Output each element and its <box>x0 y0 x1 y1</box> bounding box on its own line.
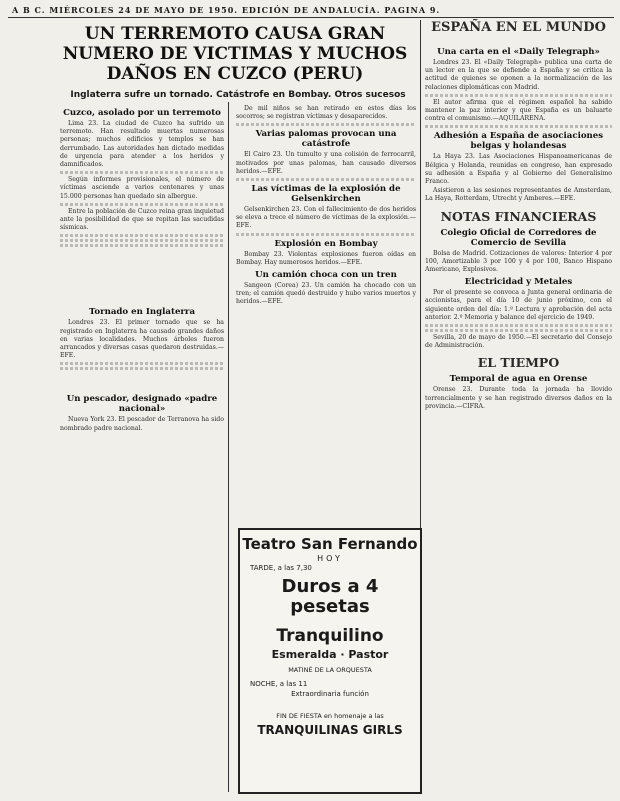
article-paragraph: El Cairo 23. Un tumulto y una colisión de ferrocarril, motivados por unas palomas, han causado diversos heridos.—EFE. <box>236 151 416 175</box>
illegible-text <box>60 367 224 370</box>
article-paragraph: Londres 23. El primer tornado que se ha registrado en Inglaterra ha causado grandes daños en varias localidades. Muchos árboles fueron arrancados y diversas casas quedaron destruidas.—EFE. <box>60 319 224 360</box>
article-paragraph: Nueva York 23. El pescador de Terranova ha sido nombrado padre nacional. <box>60 416 224 432</box>
ad-company: Esmeralda · Pastor <box>271 648 389 662</box>
article-paragraph: Sangeon (Corea) 23. Un camión ha chocado con un tren; el camión quedó destruido y hubo varios muertos y heridos.—EFE. <box>236 282 416 306</box>
article-paragraph: Sevilla, 20 de mayo de 1950.—El secretario del Consejo de Administración. <box>425 334 612 350</box>
illegible-text <box>60 171 224 174</box>
article-paragraph: Entre la población de Cuzco reina gran inquietud ante la posibilidad de que se repitan las sacudidas sísmicas. <box>60 207 224 232</box>
folio-rule <box>8 17 614 18</box>
section-heading: ESPAÑA EN EL MUNDO <box>431 20 606 35</box>
ad-title: Teatro San Fernando <box>242 535 418 553</box>
main-headline: UN TERREMOTO CAUSA GRAN NUMERO DE VICTIMAS Y MUCHOS DAÑOS EN CUZCO (PERU) <box>62 24 408 84</box>
ad-night-time: NOCHE, a las 11 <box>250 679 308 688</box>
section-heading: NOTAS FINANCIERAS <box>440 208 597 224</box>
article-paragraph: La Haya 23. Las Asociaciones Hispanoamericanas de Bélgica y Holanda, reunidas en congreso, han expresado su adhesión a España y al Gobierno del Generalísimo Franco. <box>425 153 612 186</box>
ad-afternoon-time: TARDE, a las 7,30 <box>250 564 312 573</box>
article-heading: Tornado en Inglaterra <box>88 307 196 318</box>
article-paragraph: Gelsenkirchen 23. Con el fallecimiento de dos heridos se eleva a trece el número de víctimas de la explosión.—EFE. <box>236 206 416 230</box>
article-heading: Electricidad y Metales <box>464 277 573 288</box>
illegible-text <box>236 123 416 126</box>
ad-price: Duros a 4 pesetas <box>281 575 379 617</box>
article-paragraph: Orense 23. Durante toda la jornada ha llovido torrencialmente y se han registrado diversos daños en la provincia.—CIFRA. <box>425 386 612 410</box>
article-heading: Varias palomas provocan una catástrofe <box>255 129 397 150</box>
article-heading: Las víctimas de la explosión de Gelsenkirchen <box>251 184 401 205</box>
article-heading: Temporal de agua en Orense <box>449 374 588 385</box>
article-paragraph: Lima 23. La ciudad de Cuzco ha sufrido un terremoto. Han resultado muertas numerosas personas; muchos edificios y templos se han derrumbado. Las autoridades han dictado medidas de urgencia para atender a los heridos y damnificados. <box>60 120 224 169</box>
page-folio: A B C. MIÉRCOLES 24 DE MAYO DE 1950. EDICIÓN DE ANDALUCÍA. PAGINA 9. <box>12 5 441 15</box>
illegible-text <box>236 233 416 236</box>
column-1 <box>60 105 224 434</box>
theatre-advertisement <box>238 528 422 794</box>
article-paragraph: El autor afirma que el régimen español ha sabido mantener la paz interior y que España es un baluarte contra el comunismo.—AQUILARENA. <box>425 98 612 123</box>
column-rule <box>228 102 229 792</box>
article-paragraph: De mil niños se han retirado en estos días los socorros; se registran víctimas y desaparecidos. <box>236 105 416 121</box>
article-heading: Colegio Oficial de Corredores de Comercio de Sevilla <box>440 227 597 248</box>
ad-finale: FIN DE FIESTA en homenaje a las <box>276 711 384 720</box>
illegible-text <box>60 234 224 237</box>
illegible-text <box>236 178 416 181</box>
article-heading: Un camión choca con un tren <box>255 270 397 281</box>
article-paragraph: Asistieron a las sesiones representantes de Amsterdam, La Haya, Rotterdam, Utrecht y Amberes.—EFE. <box>425 187 612 203</box>
ad-special-show: Extraordinaria función <box>291 690 369 699</box>
article-heading: Una carta en el «Daily Telegraph» <box>437 47 600 57</box>
article-heading: Explosión en Bombay <box>274 238 378 249</box>
section-heading: EL TIEMPO <box>477 355 560 371</box>
illegible-text <box>425 125 612 128</box>
ad-star: Tranquilino <box>276 625 384 646</box>
column-4 <box>425 20 612 412</box>
article-paragraph: Bombay 23. Violentas explosiones fueron oídas en Bombay. Hay numerosos heridos.—EFE. <box>236 250 416 266</box>
illegible-text <box>425 324 612 327</box>
article-heading: Un pescador, designado «padre nacional» <box>66 394 218 415</box>
illegible-text <box>60 244 224 247</box>
article-paragraph: Según informes provisionales, el número de víctimas asciende a varios centenares y unas 15.000 personas han quedado sin albergue. <box>60 176 224 200</box>
column-2 <box>236 105 416 308</box>
illegible-text <box>425 94 612 97</box>
illegible-text <box>425 329 612 332</box>
illegible-text <box>60 239 224 242</box>
article-heading: Cuzco, asolado por un terremoto <box>63 108 221 118</box>
article-paragraph: Bolsa de Madrid. Cotizaciones de valores: Interior 4 por 100, Amortizable 3 por 100 y 4 por 100, Banco Hispano Americano, Explosivos. <box>425 249 612 274</box>
article-heading: Adhesión a España de asociaciones belgas y holandesas <box>433 131 604 152</box>
illegible-text <box>60 362 224 365</box>
ad-girls: TRANQUILINAS GIRLS <box>257 723 403 738</box>
ad-today: HOY <box>317 553 343 563</box>
article-paragraph: Londres 23. El «Daily Telegraph» publica una carta de un lector en la que se defiende a España y se critica la actitud de quienes se oponen a la normalización de las relaciones diplomáticas con Madrid. <box>425 59 612 91</box>
ad-matinee: MATINÉ DE LA ORQUESTA <box>288 666 372 675</box>
main-subhead: Inglaterra sufre un tornado. Catástrofe en Bombay. Otros sucesos <box>70 90 406 100</box>
illegible-text <box>60 203 224 206</box>
article-paragraph: Por el presente se convoca a Junta general ordinaria de accionistas, para el día 10 de junio próximo, con el siguiente orden del día: 1.º Lectura y aprobación del acta anterior. 2.º Memoria y balance del ejercicio de 1949. <box>425 289 612 321</box>
